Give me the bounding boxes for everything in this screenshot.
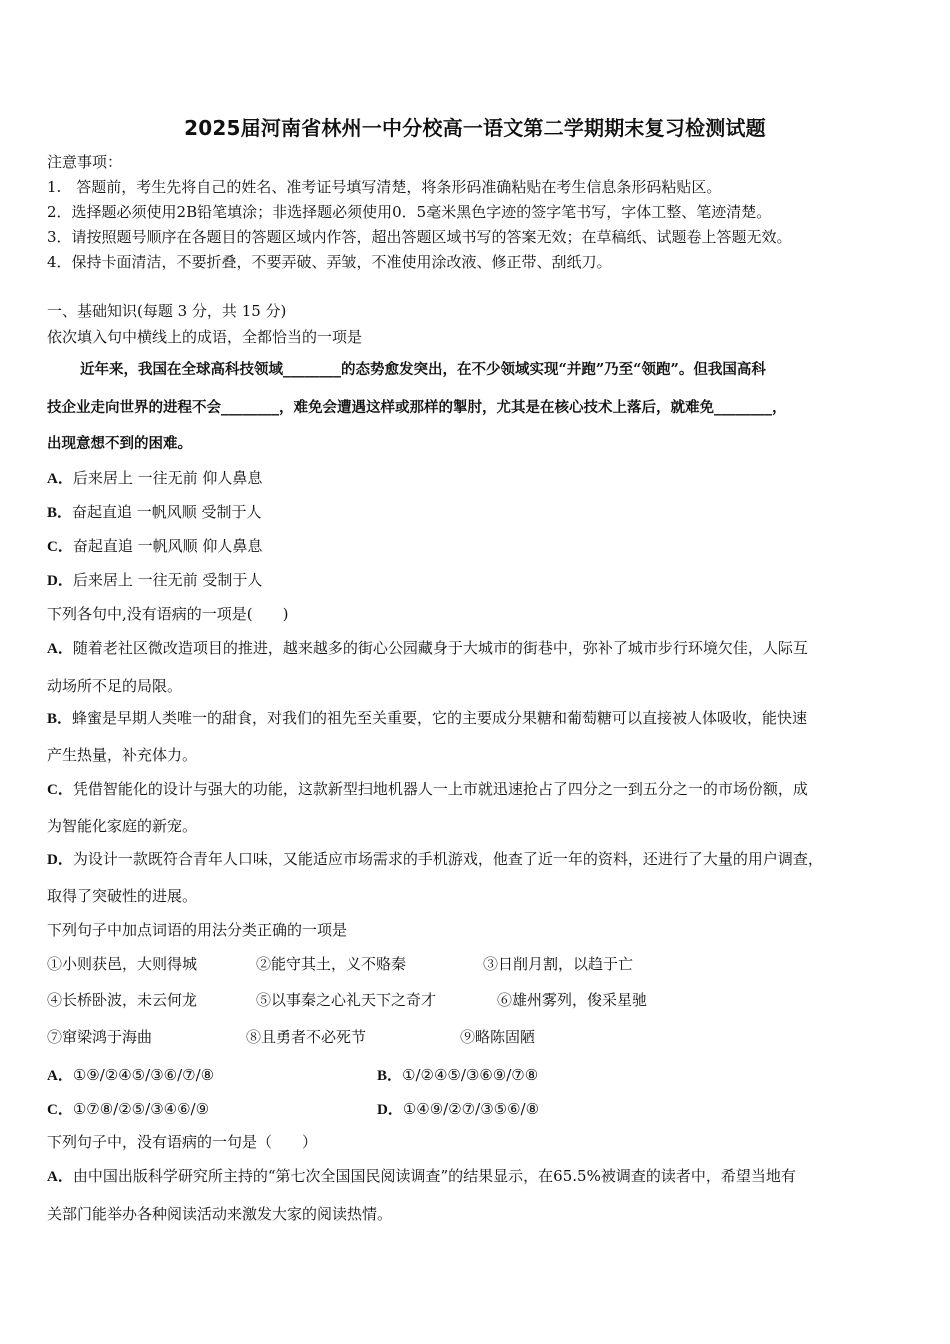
sentence-item: ⑨略陈固陋 <box>460 1028 536 1046</box>
sentence-item: ⑤以事秦之心礼天下之奇才 <box>256 991 437 1009</box>
passage-line: 出现意想不到的困难。 <box>47 435 192 452</box>
option-d: D．①④⑨/②⑦/③⑤⑥/⑧ <box>377 1100 540 1118</box>
option-continuation: 为智能化家庭的新宠。 <box>47 817 198 835</box>
question-stem: 下列句子中，没有语病的一句是（ ） <box>47 1133 318 1151</box>
notice-item: 2．选择题必须使用2B铅笔填涂；非选择题必须使用0．5毫米黑色字迹的签字笔书写，字体工整、笔迹清楚。 <box>47 203 772 221</box>
option-d: D．为设计一款既符合青年人口味，又能适应市场需求的手机游戏，他查了近一年的资料，还进行了大量的用户调查， <box>47 850 823 868</box>
option-b: B．奋起直追 一帆风顺 受制于人 <box>47 503 262 521</box>
sentence-item: ③日削月割，以趋于亡 <box>483 955 634 973</box>
notice-item: 4．保持卡面清洁，不要折叠，不要弄破、弄皱，不准使用涂改液、修正带、刮纸刀。 <box>47 253 612 271</box>
question-stem: 依次填入句中横线上的成语，全都恰当的一项是 <box>47 328 363 346</box>
notice-item: 3．请按照题号顺序在各题目的答题区域内作答，超出答题区域书写的答案无效；在草稿纸、试题卷上答题无效。 <box>47 228 792 246</box>
notice-heading: 注意事项： <box>47 153 123 171</box>
passage-line: 技企业走向世界的进程不会________，难免会遭遇这样或那样的掣肘，尤其是在核心技术上落后，就难免________， <box>47 399 787 416</box>
option-b: B．蜂蜜是早期人类唯一的甜食，对我们的祖先至关重要，它的主要成分果糖和葡萄糖可以直接被人体吸收，能快速 <box>47 709 808 727</box>
option-a: A．由中国出版科学研究所主持的“第七次全国国民阅读调查”的结果显示，在65.5%被调查的读者中，希望当地有 <box>47 1167 796 1185</box>
option-c: C．①⑦⑧/②⑤/③④⑥/⑨ <box>47 1100 210 1118</box>
sentence-item: ④长桥卧波，未云何龙 <box>47 991 198 1009</box>
question-stem: 下列各句中,没有语病的一项是( ) <box>47 605 289 623</box>
sentence-item: ⑦窜梁鸿于海曲 <box>47 1028 153 1046</box>
page-title: 2025届河南省林州一中分校高一语文第二学期期末复习检测试题 <box>184 116 766 140</box>
option-c: C．凭借智能化的设计与强大的功能，这款新型扫地机器人一上市就迅速抢占了四分之一到五分之一的市场份额，成 <box>47 780 808 798</box>
sentence-item: ⑧且勇者不必死节 <box>246 1028 367 1046</box>
option-continuation: 产生热量，补充体力。 <box>47 746 198 764</box>
option-b: B．①/②④⑤/③⑥⑨/⑦⑧ <box>377 1066 539 1084</box>
option-continuation: 取得了突破性的进展。 <box>47 887 198 905</box>
option-a: A．①⑨/②④⑤/③⑥/⑦/⑧ <box>47 1066 215 1084</box>
section-heading: 一、基础知识(每题 3 分，共 15 分) <box>47 302 287 320</box>
option-a: A．随着老社区微改造项目的推进，越来越多的街心公园藏身于大城市的街巷中，弥补了城市步行环境欠佳，人际互 <box>47 639 808 657</box>
sentence-item: ⑥雄州雾列，俊采星驰 <box>497 991 648 1009</box>
sentence-item: ②能守其土，义不赂秦 <box>256 955 407 973</box>
option-d: D．后来居上 一往无前 受制于人 <box>47 571 263 589</box>
question-stem: 下列句子中加点词语的用法分类正确的一项是 <box>47 921 348 939</box>
passage-line: 近年来，我国在全球高科技领域________的态势愈发突出，在不少领域实现“并跑”乃至“领跑”。但我国高科 <box>80 361 766 378</box>
option-continuation: 动场所不足的局限。 <box>47 677 183 695</box>
option-c: C．奋起直追 一帆风顺 仰人鼻息 <box>47 537 263 555</box>
option-a: A．后来居上 一往无前 仰人鼻息 <box>47 469 263 487</box>
sentence-item: ①小则获邑，大则得城 <box>47 955 198 973</box>
notice-item: 1. 答题前，考生先将自己的姓名、准考证号填写清楚，将条形码准确粘贴在考生信息条形码粘贴区。 <box>47 178 722 196</box>
option-continuation: 关部门能举办各种阅读活动来激发大家的阅读热情。 <box>47 1205 393 1223</box>
